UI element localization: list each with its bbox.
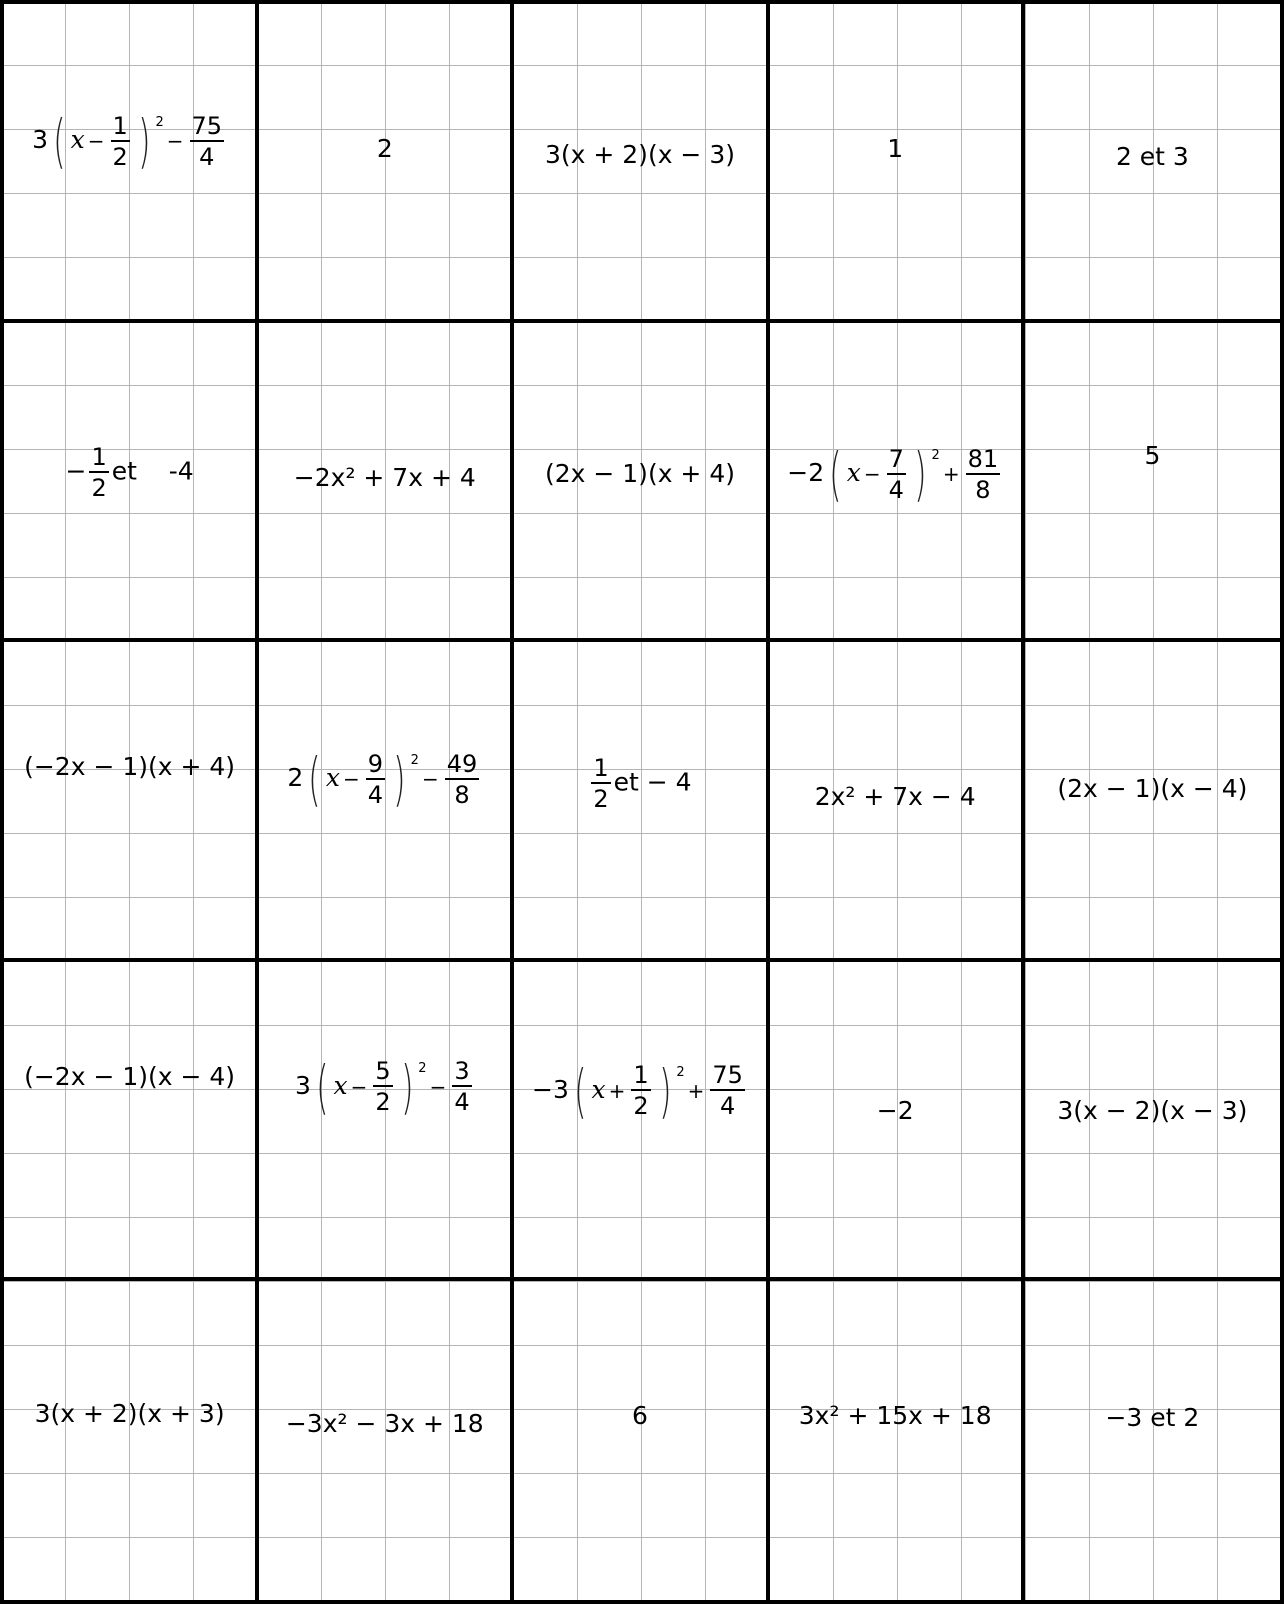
coefficient: −2	[787, 458, 825, 488]
operator: −	[429, 1074, 447, 1099]
domino-cell	[1025, 323, 1280, 642]
math-expression	[514, 140, 765, 169]
fraction-numerator: 1	[112, 111, 128, 140]
domino-cell	[1025, 4, 1280, 323]
exponent: 2	[155, 115, 164, 130]
left-paren: (	[829, 440, 842, 509]
right-paren: )	[914, 440, 927, 509]
expression-text: 2x² + 7x − 4	[814, 782, 976, 812]
fraction	[373, 1057, 392, 1117]
operator: −	[87, 129, 105, 153]
fraction	[966, 444, 1001, 504]
left-paren: (	[315, 1052, 329, 1121]
fraction-denominator: 4	[454, 1088, 470, 1117]
expression-text: 1	[887, 134, 904, 163]
domino-cell	[514, 4, 769, 323]
math-expression	[514, 1056, 765, 1125]
math-expression	[1025, 774, 1280, 803]
operator: +	[608, 1078, 626, 1103]
fraction	[887, 444, 906, 504]
fraction	[366, 749, 385, 809]
exponent: 2	[418, 1060, 427, 1076]
fraction-numerator: 81	[967, 444, 999, 473]
operator: −	[421, 767, 439, 792]
expression-text: 5	[1144, 441, 1161, 471]
math-expression	[4, 1399, 255, 1428]
coefficient: 3	[32, 125, 49, 154]
math-expression	[770, 440, 1021, 509]
right-paren: )	[658, 1056, 672, 1125]
expression-text: 2	[376, 134, 393, 163]
domino-cell	[4, 323, 259, 642]
expression-text: (2x − 1)(x − 4)	[1057, 774, 1248, 804]
fraction-numerator: 49	[446, 749, 478, 778]
domino-cell	[259, 4, 514, 323]
coefficient: 2	[287, 763, 304, 793]
domino-cell	[4, 962, 259, 1281]
math-expression	[259, 1409, 510, 1438]
fraction-denominator: 4	[888, 475, 904, 504]
right-paren: )	[137, 107, 151, 175]
domino-cell	[4, 4, 259, 323]
domino-cell	[1025, 1281, 1280, 1600]
fraction-denominator: 8	[975, 475, 991, 504]
math-expression	[259, 1052, 510, 1121]
math-expression	[4, 752, 255, 781]
math-expression	[770, 134, 1021, 163]
fraction-numerator: 7	[888, 444, 904, 473]
math-expression	[1025, 441, 1280, 470]
left-paren: (	[308, 745, 321, 814]
fraction-numerator: 1	[91, 443, 107, 472]
domino-cell	[770, 642, 1025, 961]
fraction-denominator: 2	[633, 1092, 649, 1121]
domino-cell	[770, 962, 1025, 1281]
roots-rest: et -4	[111, 456, 194, 486]
expression-text: 3(x + 2)(x + 3)	[34, 1398, 225, 1428]
fraction-denominator: 2	[593, 785, 609, 814]
expression-text: 3(x − 2)(x − 3)	[1057, 1095, 1248, 1125]
expression-text: 3x² + 15x + 18	[798, 1400, 992, 1430]
fraction-numerator: 3	[454, 1057, 470, 1086]
operator: +	[942, 462, 960, 487]
fraction-numerator: 9	[367, 749, 384, 778]
domino-cell	[770, 1281, 1025, 1600]
expression-text: 3(x + 2)(x − 3)	[544, 140, 735, 169]
math-expression	[770, 1401, 1021, 1430]
roots-sign: −	[65, 456, 87, 486]
fraction-numerator: 75	[191, 111, 223, 140]
left-paren: (	[53, 107, 66, 175]
fraction-denominator: 4	[199, 142, 215, 171]
math-expression	[4, 107, 255, 175]
expression-text: (−2x − 1)(x + 4)	[24, 752, 236, 782]
expression-text: −2	[876, 1095, 914, 1125]
domino-cell	[4, 642, 259, 961]
left-paren: (	[574, 1056, 587, 1125]
domino-cell	[259, 1281, 514, 1600]
math-expression	[4, 1062, 255, 1091]
math-expression	[770, 1096, 1021, 1125]
domino-cell	[4, 1281, 259, 1600]
math-expression	[770, 782, 1021, 811]
expression-text: (−2x − 1)(x − 4)	[24, 1061, 236, 1091]
operator: −	[863, 462, 881, 487]
fraction	[89, 443, 108, 503]
variable-x: x	[70, 125, 85, 154]
math-expression	[514, 459, 765, 488]
fraction	[111, 111, 130, 171]
domino-cell	[514, 962, 769, 1281]
domino-cell	[1025, 642, 1280, 961]
math-expression	[259, 134, 510, 163]
fraction	[710, 1061, 745, 1121]
operator: −	[342, 767, 360, 792]
domino-cell	[514, 1281, 769, 1600]
math-expression	[514, 754, 765, 814]
math-expression	[1025, 1403, 1280, 1432]
fraction	[631, 1061, 650, 1121]
fraction-denominator: 2	[91, 474, 107, 503]
fraction-denominator: 2	[375, 1088, 391, 1117]
fraction-denominator: 4	[367, 780, 384, 809]
domino-cell	[770, 4, 1025, 323]
expression-text: 6	[632, 1400, 648, 1430]
domino-cell	[770, 323, 1025, 642]
expression-text: −3 et 2	[1105, 1402, 1200, 1432]
operator: −	[166, 129, 184, 153]
expression-text: (2x − 1)(x + 4)	[544, 459, 735, 489]
right-paren: )	[393, 745, 406, 814]
fraction	[452, 1057, 471, 1117]
fraction-numerator: 75	[712, 1061, 743, 1090]
domino-cell	[259, 642, 514, 961]
coefficient: −3	[532, 1074, 569, 1104]
operator: −	[350, 1074, 368, 1099]
coefficient: 3	[294, 1070, 311, 1100]
exponent: 2	[931, 448, 940, 464]
variable-x: x	[591, 1074, 606, 1104]
fraction	[190, 111, 225, 171]
fraction-denominator: 8	[454, 780, 470, 809]
right-paren: )	[400, 1052, 414, 1121]
domino-cell	[1025, 962, 1280, 1281]
expression-text: −3x² − 3x + 18	[285, 1408, 484, 1438]
operator: +	[687, 1078, 705, 1103]
domino-cell	[514, 642, 769, 961]
domino-cell	[259, 962, 514, 1281]
fraction-denominator: 4	[720, 1092, 736, 1121]
fraction-numerator: 1	[633, 1061, 649, 1090]
roots-rest: et − 4	[613, 767, 692, 797]
exponent: 2	[410, 753, 419, 769]
domino-cell	[259, 323, 514, 642]
fraction-numerator: 5	[375, 1057, 391, 1086]
math-expression	[514, 1401, 765, 1430]
fraction-denominator: 2	[112, 142, 128, 171]
exponent: 2	[676, 1064, 685, 1080]
variable-x: x	[325, 763, 340, 793]
fraction	[445, 749, 480, 809]
fraction-numerator: 1	[593, 754, 609, 783]
math-expression	[259, 745, 510, 814]
variable-x: x	[333, 1070, 348, 1100]
math-expression	[4, 443, 255, 503]
expression-text: −2x² + 7x + 4	[293, 463, 476, 493]
math-expression	[1025, 142, 1280, 171]
variable-x: x	[846, 458, 861, 488]
fraction	[591, 754, 610, 814]
expression-text: 2 et 3	[1115, 142, 1189, 171]
domino-cell	[514, 323, 769, 642]
math-expression	[1025, 1096, 1280, 1125]
math-expression	[259, 463, 510, 492]
